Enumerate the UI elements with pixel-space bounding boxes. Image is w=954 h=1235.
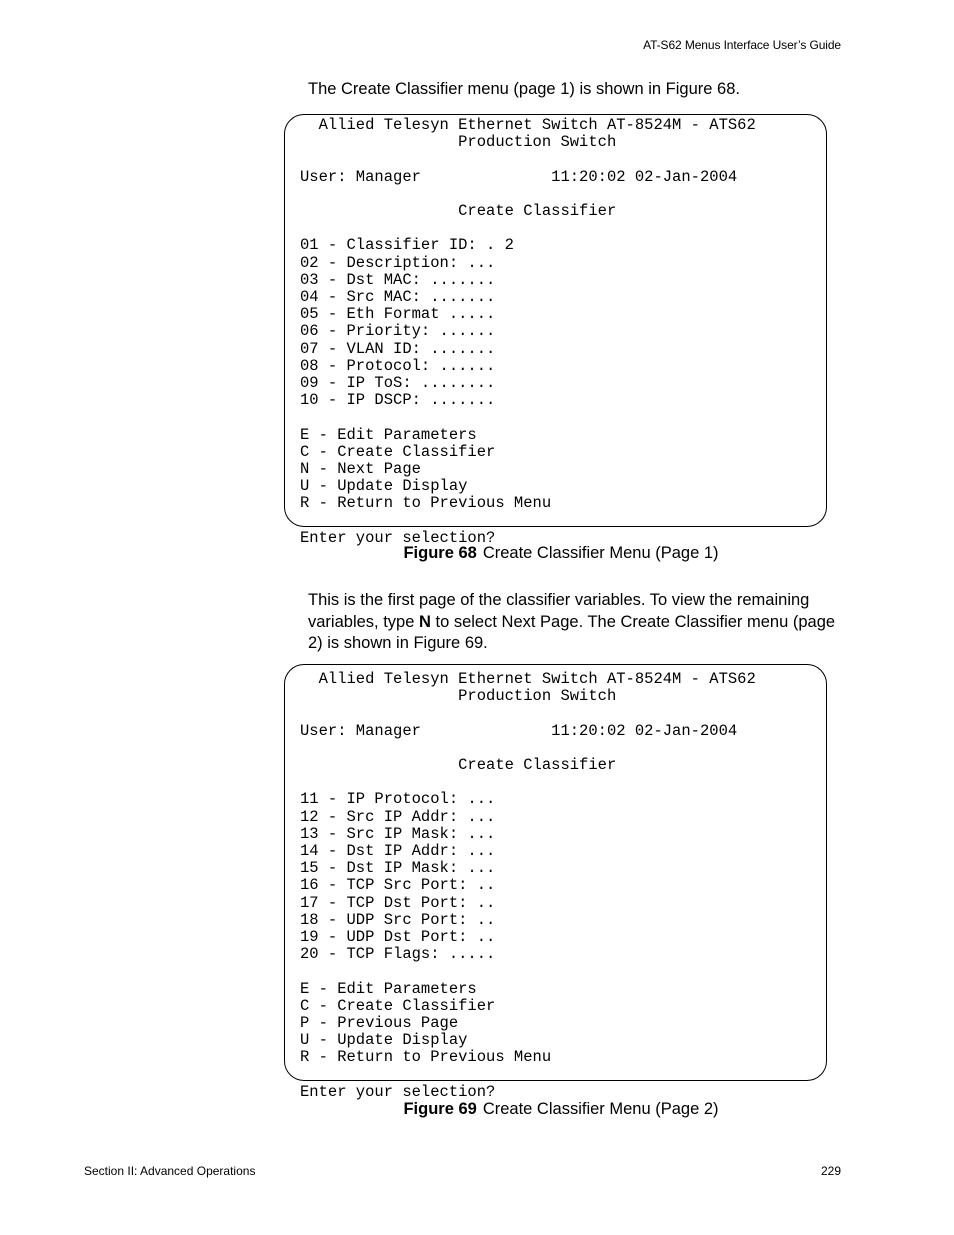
footer-page-number: 229 [820, 1164, 841, 1178]
footer-section: Section II: Advanced Operations [84, 1164, 256, 1178]
terminal-screen-page-1 [284, 114, 827, 547]
figure-69-title: Create Classifier Menu (Page 2) [482, 1100, 719, 1118]
terminal-text-page-2: Allied Telesyn Ethernet Switch AT-8524M - ATS62 Production Switch User: Manager 11:20:02 02-Jan-2004 Create Classifier 11 - IP Protocol: ... 12 - Src IP Addr: ... 13 - Src IP Mask: ... 14 - Dst IP Addr: ... 15 - Dst IP Mask: ... 16 - TCP Src Port: .. 17 - TCP Dst Port: .. 18 - UDP Src Port: .. 19 - UDP Dst Port: .. 20 - TCP Flags: ..... E - Edit Parameters C - Create Classifier P - Previous Page U - Update Display R - Return to Previous Menu Enter your selection? [300, 670, 756, 1101]
terminal-screen-page-2 [284, 664, 827, 1101]
intro-2-key: N [418, 612, 431, 631]
running-header: AT-S62 Menus Interface User’s Guide [643, 38, 841, 52]
figure-68-label: Figure 68 [403, 544, 477, 562]
intro-paragraph-2 [308, 590, 848, 655]
figure-69-caption [0, 1100, 954, 1119]
intro-2-part-2: to select Next Page. The Create Classifier menu (page 2) is shown in Figure 69. [308, 612, 836, 652]
figure-69-label: Figure 69 [403, 1100, 477, 1118]
intro-paragraph-1: The Create Classifier menu (page 1) is shown in Figure 68. [308, 80, 740, 98]
figure-68-title: Create Classifier Menu (Page 1) [482, 544, 719, 562]
terminal-text-page-1: Allied Telesyn Ethernet Switch AT-8524M - ATS62 Production Switch User: Manager 11:20:02 02-Jan-2004 Create Classifier 01 - Classifier ID: . 2 02 - Description: ... 03 - Dst MAC: ....... 04 - Src MAC: ....... 05 - Eth Format ..... 06 - Priority: ...... 07 - VLAN ID: ....... 08 - Protocol: ...... 09 - IP ToS: ........ 10 - IP DSCP: ....... E - Edit Parameters C - Create Classifier N - Next Page U - Update Display R - Return to Previous Menu Enter your selection? [300, 116, 756, 547]
figure-68-caption [0, 544, 954, 563]
intro-2-part-1: This is the first page of the classifier variables. To view the remaining variables, type [308, 591, 810, 631]
